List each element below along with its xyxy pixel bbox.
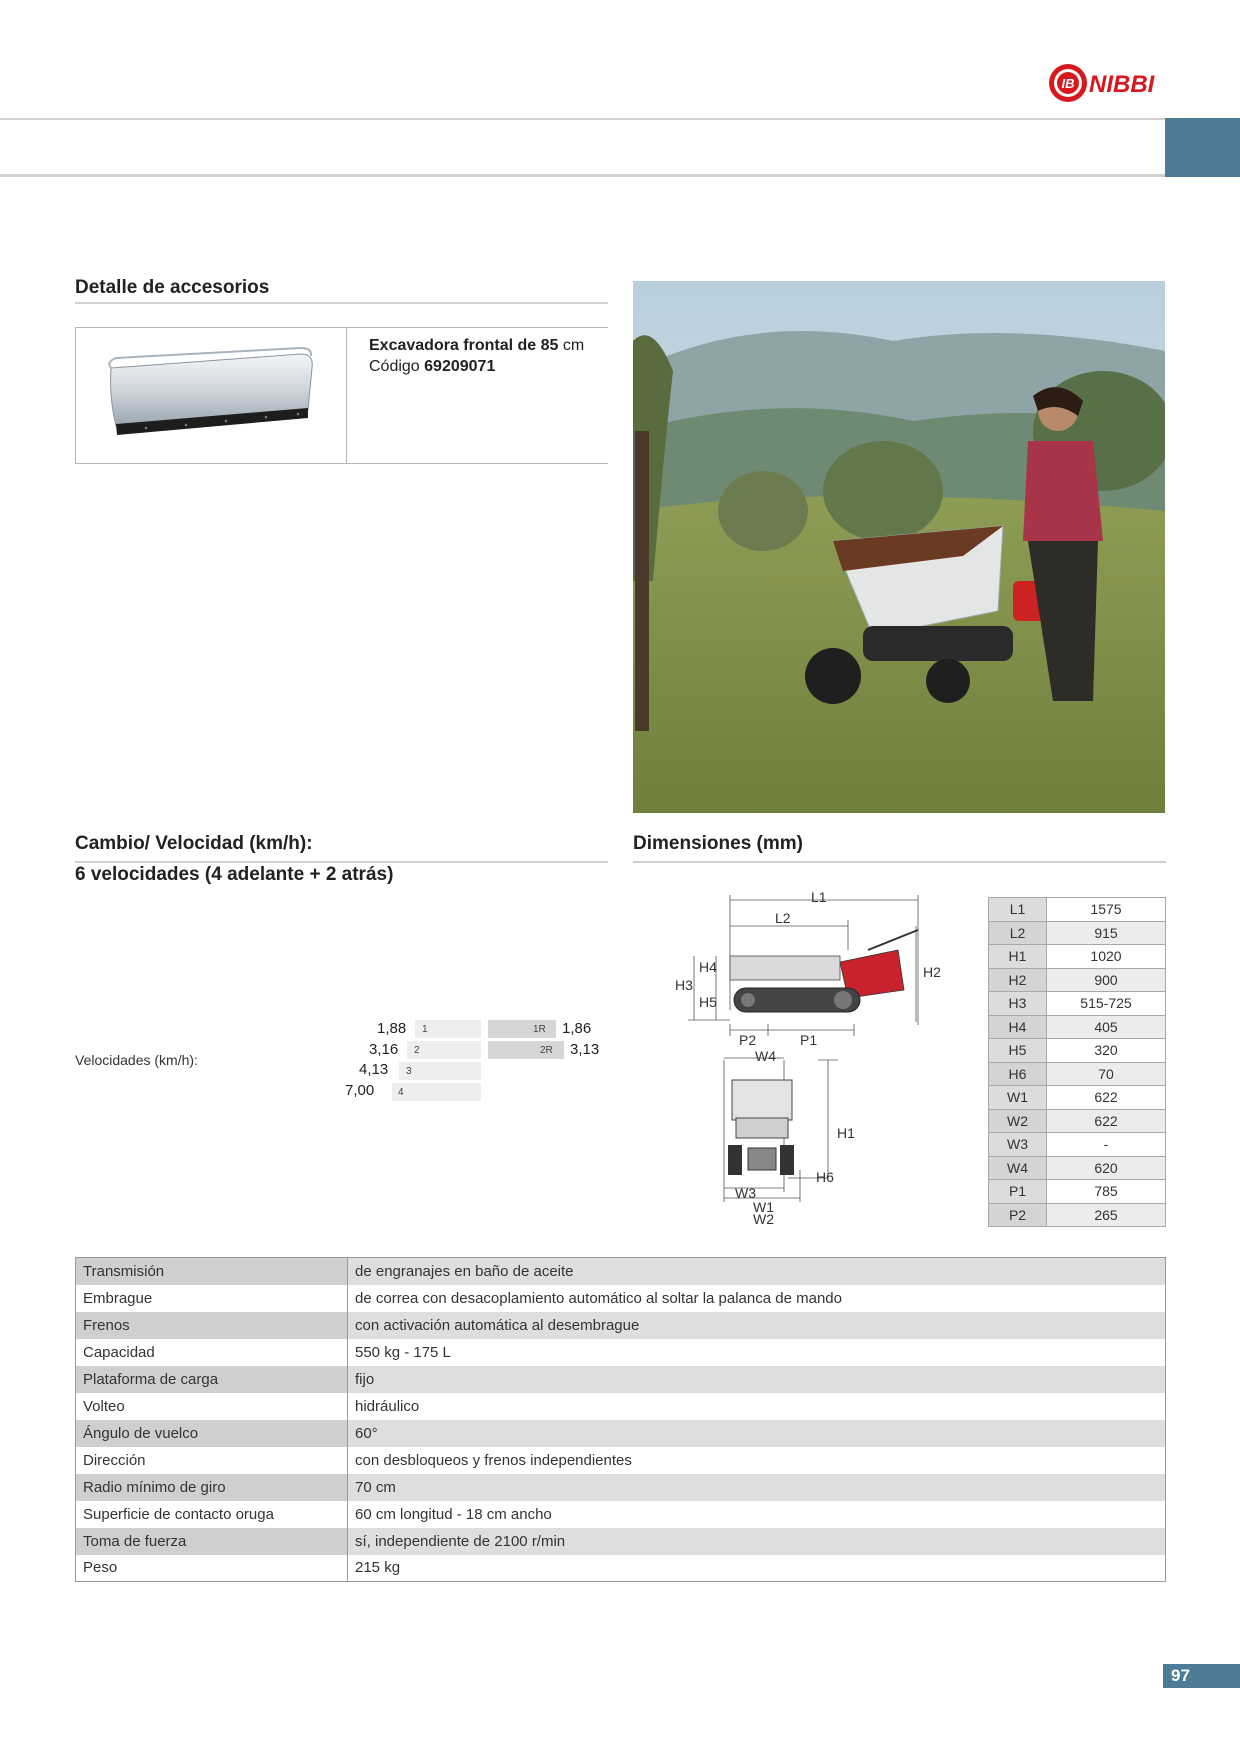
dimensions-row	[989, 1109, 1166, 1133]
spec-key: Transmisión	[76, 1258, 348, 1285]
spec-value: 550 kg - 175 L	[348, 1339, 1166, 1366]
dim-key: W3	[989, 1133, 1047, 1157]
dim-key: P2	[989, 1203, 1047, 1227]
dim-key: H2	[989, 968, 1047, 992]
spec-value: 215 kg	[348, 1555, 1166, 1582]
accessory-name: Excavadora frontal de 85	[369, 337, 559, 354]
accessories-rule	[75, 302, 608, 304]
forward-gear-value: 7,00	[345, 1082, 375, 1099]
accessory-description	[369, 335, 584, 377]
dimensions-row	[989, 1203, 1166, 1227]
accessory-image	[75, 328, 347, 463]
speed-rule	[75, 861, 608, 863]
reverse-gear-tag: 2R	[540, 1045, 553, 1056]
spec-value: de correa con desacoplamiento automático al soltar la palanca de mando	[348, 1285, 1166, 1312]
dim-key: H6	[989, 1062, 1047, 1086]
dimensions-title: Dimensiones (mm)	[633, 833, 803, 854]
forward-gear-bar	[392, 1083, 481, 1101]
product-photo	[633, 281, 1165, 813]
dim-label-w4: W4	[755, 1048, 776, 1064]
spec-row	[76, 1258, 1166, 1285]
spec-key: Ángulo de vuelco	[76, 1420, 348, 1447]
forward-gear-tag: 2	[414, 1045, 420, 1056]
spec-value: 60°	[348, 1420, 1166, 1447]
dimensions-row	[989, 1156, 1166, 1180]
dim-key: W1	[989, 1086, 1047, 1110]
spec-value: 60 cm longitud - 18 cm ancho	[348, 1501, 1166, 1528]
spec-key: Capacidad	[76, 1339, 348, 1366]
spec-row	[76, 1285, 1166, 1312]
dim-value: 900	[1047, 968, 1166, 992]
accessory-unit: cm	[558, 337, 585, 354]
spec-key: Toma de fuerza	[76, 1528, 348, 1555]
dimensions-table	[988, 897, 1166, 1227]
spec-value: hidráulico	[348, 1393, 1166, 1420]
dim-label-h5: H5	[699, 994, 717, 1010]
dim-key: H1	[989, 945, 1047, 969]
spec-row	[76, 1474, 1166, 1501]
spec-value: sí, independiente de 2100 r/min	[348, 1528, 1166, 1555]
dimensions-row	[989, 1180, 1166, 1204]
dim-label-h4: H4	[699, 959, 717, 975]
dim-value: 622	[1047, 1109, 1166, 1133]
page-number: 97	[1163, 1664, 1240, 1688]
dim-value: 1020	[1047, 945, 1166, 969]
dim-label-p2: P2	[739, 1032, 757, 1048]
spec-row	[76, 1555, 1166, 1582]
dim-label-w2: W2	[753, 1211, 774, 1227]
speed-axis-label: Velocidades (km/h):	[75, 1052, 198, 1068]
dimensions-row	[989, 1086, 1166, 1110]
spec-value: fijo	[348, 1366, 1166, 1393]
accessory-card	[75, 327, 608, 464]
spec-key: Peso	[76, 1555, 348, 1582]
dimensions-row	[989, 945, 1166, 969]
spec-key: Dirección	[76, 1447, 348, 1474]
dim-label-l2: L2	[775, 910, 791, 926]
dim-key: W2	[989, 1109, 1047, 1133]
dim-key: W4	[989, 1156, 1047, 1180]
dim-label-l1: L1	[811, 890, 827, 905]
dim-key: P1	[989, 1180, 1047, 1204]
dimensions-row	[989, 1133, 1166, 1157]
dimensions-rule	[633, 861, 1166, 863]
spec-row	[76, 1501, 1166, 1528]
dim-value: 405	[1047, 1015, 1166, 1039]
header-band-rule	[0, 174, 1165, 177]
dim-key: H4	[989, 1015, 1047, 1039]
spec-row	[76, 1447, 1166, 1474]
speed-subtitle: 6 velocidades (4 adelante + 2 atrás)	[75, 864, 394, 885]
speed-title: Cambio/ Velocidad (km/h):	[75, 833, 313, 854]
dim-value: -	[1047, 1133, 1166, 1157]
spec-value: de engranajes en baño de aceite	[348, 1258, 1166, 1285]
spec-row	[76, 1420, 1166, 1447]
spec-key: Plataforma de carga	[76, 1366, 348, 1393]
dim-value: 1575	[1047, 898, 1166, 922]
dimensions-row	[989, 968, 1166, 992]
spec-value: con desbloqueos y frenos independientes	[348, 1447, 1166, 1474]
dim-value: 265	[1047, 1203, 1166, 1227]
accessory-code-label: Código	[369, 358, 425, 375]
spec-value: 70 cm	[348, 1474, 1166, 1501]
dim-label-h1: H1	[837, 1125, 855, 1141]
dim-label-h6: H6	[816, 1169, 834, 1185]
forward-gear-tag: 4	[398, 1087, 404, 1098]
forward-gear-tag: 3	[406, 1066, 412, 1077]
spec-key: Volteo	[76, 1393, 348, 1420]
forward-gear-value: 4,13	[359, 1061, 389, 1078]
logo-mark: IB	[1061, 76, 1075, 91]
dim-label-h3: H3	[675, 977, 693, 993]
reverse-gear-value: 3,13	[570, 1041, 600, 1058]
forward-gear-value: 1,88	[377, 1020, 407, 1037]
spec-row	[76, 1312, 1166, 1339]
accessories-title: Detalle de accesorios	[75, 277, 270, 298]
dimensions-row	[989, 898, 1166, 922]
dimensions-row	[989, 1015, 1166, 1039]
dim-key: H3	[989, 992, 1047, 1016]
spec-key: Radio mínimo de giro	[76, 1474, 348, 1501]
reverse-gear-value: 1,86	[562, 1020, 592, 1037]
dim-label-w3: W3	[735, 1185, 756, 1201]
dim-key: H5	[989, 1039, 1047, 1063]
accessory-code: 69209071	[424, 358, 496, 375]
spec-key: Superficie de contacto oruga	[76, 1501, 348, 1528]
dim-value: 620	[1047, 1156, 1166, 1180]
logo-wordmark: NIBBI	[1089, 71, 1155, 98]
dimensions-row	[989, 921, 1166, 945]
spec-key: Frenos	[76, 1312, 348, 1339]
dimensions-row	[989, 1062, 1166, 1086]
spec-key: Embrague	[76, 1285, 348, 1312]
spec-row	[76, 1339, 1166, 1366]
header-accent-tab	[1165, 118, 1240, 177]
forward-gear-tag: 1	[422, 1024, 428, 1035]
dim-value: 320	[1047, 1039, 1166, 1063]
spec-value: con activación automática al desembrague	[348, 1312, 1166, 1339]
dim-value: 785	[1047, 1180, 1166, 1204]
dimensions-row	[989, 1039, 1166, 1063]
dim-label-h2: H2	[923, 964, 941, 980]
reverse-gear-bar	[488, 1020, 556, 1038]
dimensions-diagram	[668, 890, 968, 1235]
dim-value: 70	[1047, 1062, 1166, 1086]
dimensions-row	[989, 992, 1166, 1016]
nibbi-logo	[1048, 60, 1166, 106]
dim-key: L1	[989, 898, 1047, 922]
header-rule	[0, 118, 1240, 120]
reverse-gear-tag: 1R	[533, 1024, 546, 1035]
dim-label-w1: W1	[753, 1199, 774, 1215]
spec-row	[76, 1528, 1166, 1555]
spec-row	[76, 1393, 1166, 1420]
dim-key: L2	[989, 921, 1047, 945]
specifications-table	[75, 1257, 1166, 1582]
forward-gear-value: 3,16	[369, 1041, 399, 1058]
dim-value: 915	[1047, 921, 1166, 945]
dim-value: 515-725	[1047, 992, 1166, 1016]
spec-row	[76, 1366, 1166, 1393]
dim-label-p1: P1	[800, 1032, 818, 1048]
dim-value: 622	[1047, 1086, 1166, 1110]
